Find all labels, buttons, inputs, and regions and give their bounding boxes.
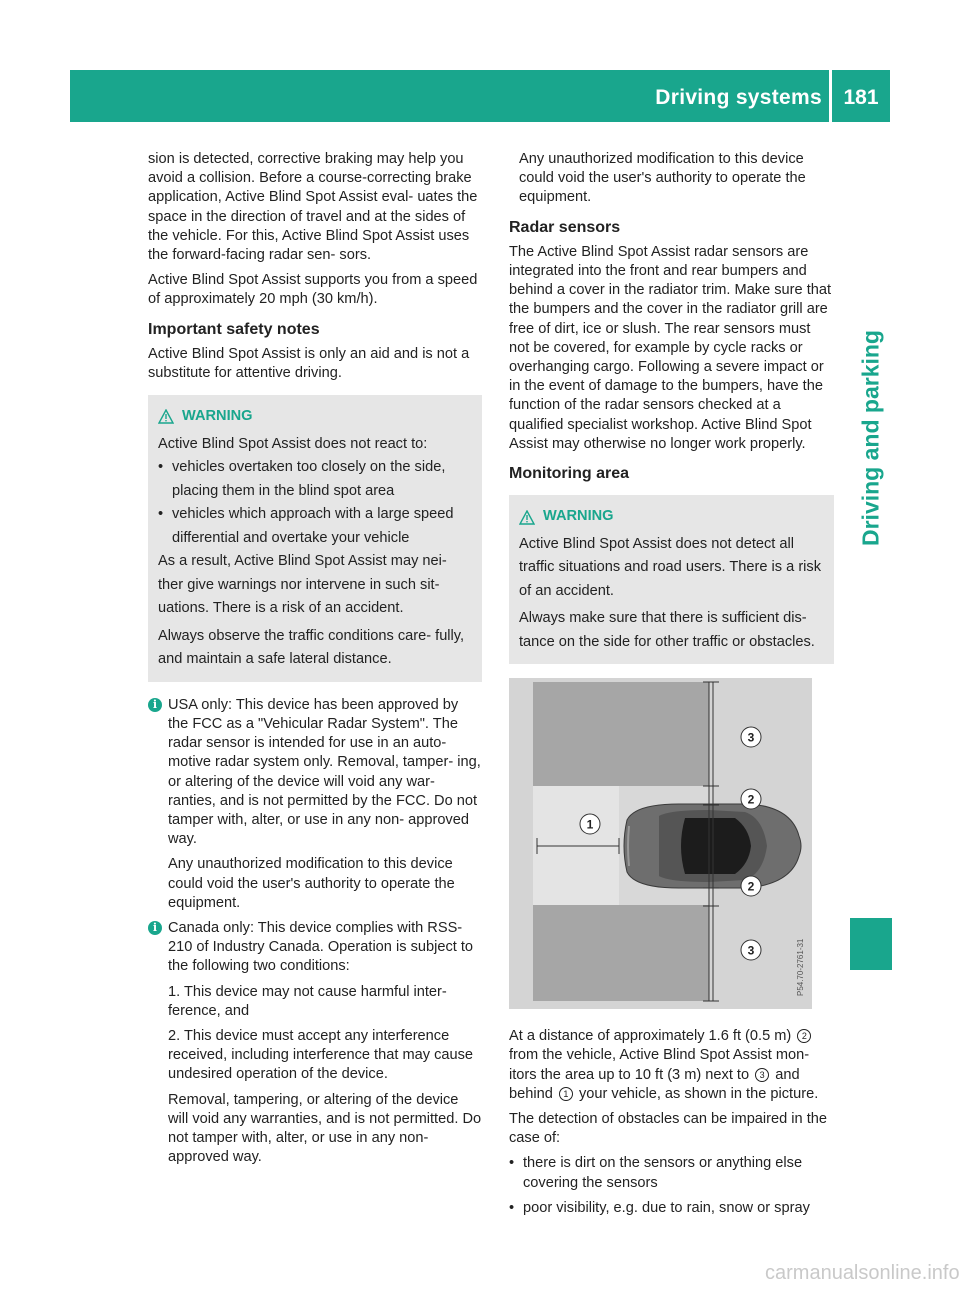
info-icon: i	[148, 698, 162, 712]
side-tab-label: Driving and parking	[857, 330, 884, 546]
warning-text: Always make sure that there is sufficient dis- tance on the side for other traffic or obstacles.	[519, 610, 815, 650]
detection-bullet: • poor visibility, e.g. due to rain, snow or spray	[509, 1199, 834, 1218]
monitoring-area-figure	[509, 678, 812, 1009]
callout-2-top	[741, 789, 761, 809]
warning-triangle-icon	[519, 510, 535, 525]
page-title: Driving systems	[655, 86, 822, 109]
callout-3-bottom	[741, 940, 761, 960]
distance-paragraph: At a distance of approximately 1.6 ft (0.5 m) 2 from the vehicle, Active Blind Spot Assist mon- itors the area up to 10 ft (3 m) next to 3 and behind 1 your vehicle, as shown in the picture.	[509, 1028, 819, 1102]
continued-paragraph: Any unauthorized modification to this device could void the user's authority to operate the equipment.	[519, 151, 806, 206]
warning-advice: Always observe the traffic conditions care- fully, and maintain a safe lateral distance.	[158, 627, 465, 668]
callout-3-top	[741, 727, 761, 747]
svg-text:3: 3	[747, 730, 755, 745]
watermark: carmanualsonline.info	[765, 1262, 960, 1284]
warning-title: WARNING	[158, 405, 470, 429]
callout-2-bottom	[741, 876, 761, 896]
warning-text: Active Blind Spot Assist does not detect all traffic situations and road users. There is a risk of an accident.	[519, 535, 822, 599]
warning-lead: Active Blind Spot Assist does not react to:	[158, 435, 428, 452]
speed-paragraph: Active Blind Spot Assist supports you from a speed of approximately 20 mph (30 km/h).	[148, 272, 478, 308]
usa-note: i USA only: This device has been approved by the FCC as a "Vehicular Radar System". The radar sensor is intended for use in an auto- motive radar system only. Removal, tamper- ing, or altering of the device will void any war- ranties, and is not permitted by the FCC. Do not tamper with, alter, or use in any non- approved way. Any unauthorized modification to this device could void the user's authority to operate the equipment.	[148, 696, 482, 913]
monitoring-area-diagram	[509, 678, 812, 1009]
monitoring-heading: Monitoring area	[509, 465, 630, 483]
radar-heading: Radar sensors	[509, 218, 621, 236]
warning-triangle-icon	[158, 409, 174, 424]
radar-paragraph: The Active Blind Spot Assist radar sensors are integrated into the front and rear bumpers and behind a cover in the radiator trim. Make sure that the bumpers and the cover in the radiator grill are free of dirt, ice or slush. The rear sensors must not be covered, for example by cycle racks or overhanging cargo. Following a severe impact or in the event of damage to the bumpers, have the function of the radar sensors checked at a qualified specialist workshop. Active Blind Spot Assist may otherwise no longer work properly.	[509, 243, 832, 452]
safety-paragraph: Active Blind Spot Assist is only an aid and is not a substitute for attentive driving.	[148, 345, 470, 382]
detection-paragraph: The detection of obstacles can be impaired in the case of:	[509, 1111, 828, 1147]
warning-result: As a result, Active Blind Spot Assist may nei- ther give warnings nor intervene in such sit- uations. There is a risk of an accident.	[158, 553, 447, 617]
right-column	[509, 150, 834, 1218]
warning-title: WARNING	[519, 505, 822, 529]
canada-note: i Canada only: This device complies with RSS-210 of Industry Canada. Operation is subject to the following two conditions: 1. This device may not cause harmful inter- ference, and 2. This device must accept any interference received, including interference that may cause undesired operation of the device. Removal, tampering, or altering of the device will void any warranties, and is not permitted. Do not tamper with, alter, or use in any non- approved way.	[148, 919, 482, 1167]
callout-1	[580, 814, 600, 834]
warning-box	[509, 495, 834, 664]
svg-text:1: 1	[586, 817, 594, 832]
intro-paragraph: sion is detected, corrective braking may help you avoid a collision. Before a course-correcting brake application, Active Blind Spot Assist eval- uates the space in the direction of travel and at the sides of the vehicle. For this, Active Blind Spot Assist uses the forward-facing radar sen- sors.	[148, 151, 478, 264]
warning-box	[148, 395, 482, 682]
svg-text:2: 2	[747, 792, 755, 807]
side-tab-marker	[850, 918, 892, 970]
callout-ref-3: 3	[755, 1068, 769, 1082]
warning-bullet: • vehicles which approach with a large speed differential and overtake your vehicle	[158, 503, 470, 550]
page-number: 181	[843, 86, 879, 109]
info-icon: i	[148, 921, 162, 935]
figure-code: P54.70-2761-31	[796, 938, 805, 997]
safety-heading: Important safety notes	[148, 320, 320, 338]
callout-ref-1: 1	[559, 1087, 573, 1101]
detection-bullet: • there is dirt on the sensors or anything else covering the sensors	[509, 1154, 834, 1192]
left-column	[148, 150, 482, 1173]
warning-bullet: • vehicles overtaken too closely on the side, placing them in the blind spot area	[158, 456, 470, 503]
svg-text:2: 2	[747, 879, 755, 894]
svg-text:3: 3	[747, 943, 755, 958]
callout-ref-2: 2	[797, 1029, 811, 1043]
